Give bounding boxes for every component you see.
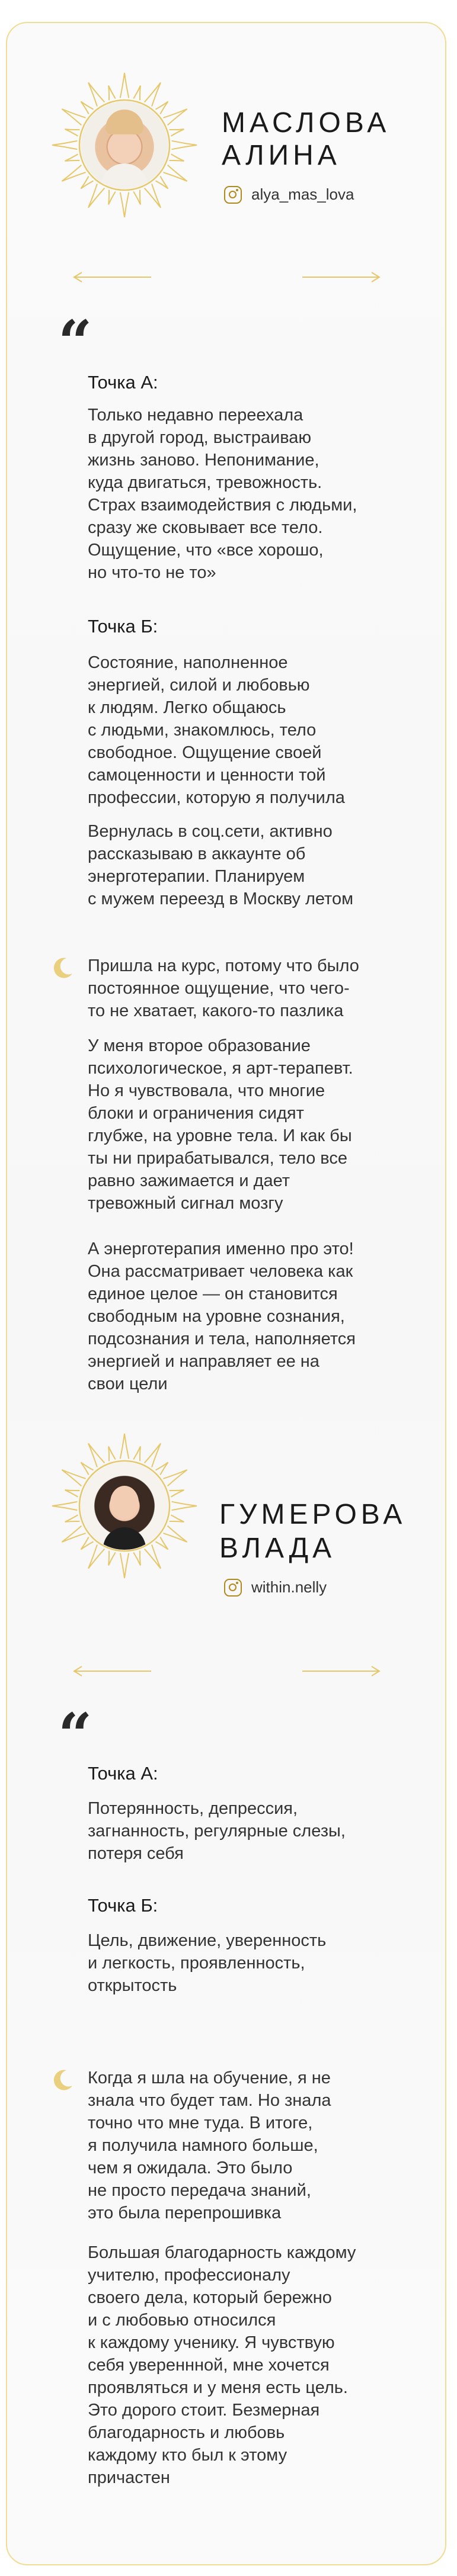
profile-name-line2: ВЛАДА: [219, 1533, 336, 1564]
review-paragraph-2: У меня второе образование психологическое, я арт-терапевт. Но я чувствовала, что многие блоки и ограничения сидят глубже, на уровне тела. И как бы ты ни прирабатывался, тело все равно зажимается и дает тревожный сигнал мозгу: [88, 1036, 353, 1213]
double-arrow-icon: [0, 271, 457, 283]
point-b-text-extra: Вернулась в соц.сети, активно рассказываю в аккаунте об энерготерапии. Планируем с мужем переезд в Москву летом: [88, 822, 354, 908]
point-b-text: Состояние, наполненное энергией, силой и любовью к людям. Легко общаюсь с людьми, знакомлюсь, тело свободное. Ощущение своей самоценности и ценности той профессии, которую я получила: [88, 653, 345, 807]
quote-icon: “: [58, 1700, 92, 1770]
review-paragraph-1: Когда я шла на обучение, я не знала что будет там. Но знала точно что мне туда. В итоге, я получила намного больше, чем я ожидала. Это было не просто передача знаний, это была перепрошивка: [88, 2068, 331, 2222]
double-arrow-icon: [0, 1665, 457, 1677]
profile-name-line1: ГУМЕРОВА: [219, 1499, 407, 1530]
moon-icon: [50, 955, 76, 981]
avatar: [81, 101, 168, 189]
review-paragraph-1: Пришла на курс, потому что было постоянное ощущение, что чего- то не хватает, какого-то пазлика: [88, 956, 359, 1020]
review-paragraph-2: Большая благодарность каждому учителю, профессионалу своего дела, который бережно и с любовью относился к каждому ученику. Я чувствую себя увереннной, мне хочется проявляться и у меня есть цель. Это дорого стоит. Безмерная благодарность и любовь каждому кто был к этому причастен: [88, 2243, 356, 2487]
instagram-handle-text: alya_mas_lova: [251, 185, 354, 203]
instagram-handle-text: within.nelly: [251, 1578, 327, 1596]
instagram-icon: [224, 186, 242, 204]
instagram-icon: [224, 1579, 242, 1597]
point-b-title: Точка Б:: [88, 616, 158, 637]
point-a-title: Точка А:: [88, 1763, 158, 1784]
moon-icon: [50, 2067, 76, 2093]
point-b-text: Цель, движение, уверенность и легкость, проявленность, открытость: [88, 1931, 327, 1995]
point-b-title: Точка Б:: [88, 1895, 158, 1916]
instagram-handle[interactable]: [224, 1578, 327, 1597]
review-paragraph-3: А энерготерапия именно про это! Она рассматривает человека как единое целое — он становится свободным на уровне сознания, подсознания и тела, наполняется энергией и направляет ее на свои цели: [88, 1239, 356, 1393]
point-a-text: Только недавно переехала в другой город, выстраиваю жизнь заново. Непонимание, куда двигаться, тревожность. Страх взаимодействия с людьми, сразу же сковывает все тело. Ощущение, что «все хорошо, но что-то не то»: [88, 406, 357, 582]
profile-name-line1: МАСЛОВА: [222, 107, 391, 139]
profile-name-line2: АЛИНА: [222, 140, 341, 171]
quote-icon: “: [58, 307, 92, 377]
avatar: [81, 1462, 168, 1550]
instagram-handle[interactable]: [224, 185, 354, 204]
point-a-text: Потерянность, депрессия, загнанность, регулярные слезы, потеря себя: [88, 1799, 346, 1863]
point-a-title: Точка А:: [88, 372, 158, 393]
